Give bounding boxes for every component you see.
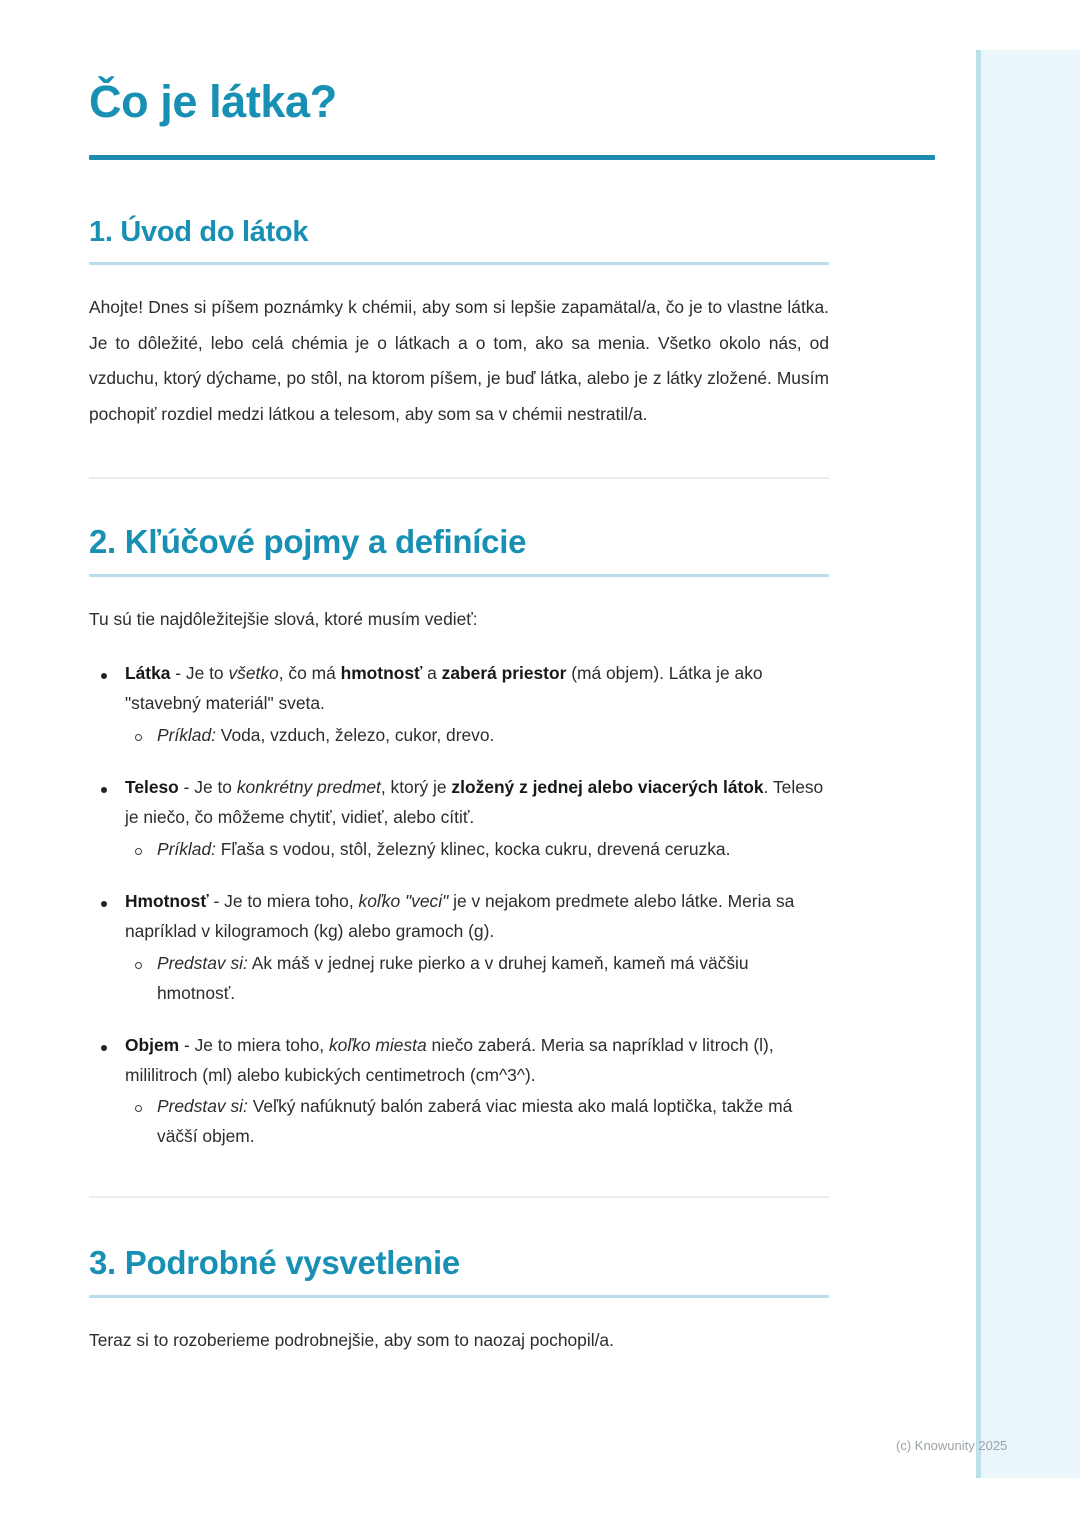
term-examples-list [125, 949, 829, 1009]
term-def-emphasis: koľko "veci" [358, 890, 449, 911]
term-def-b: , čo má [278, 663, 341, 684]
example-text: Voda, vzduch, železo, cukor, drevo. [215, 725, 495, 746]
section-1-paragraph: Ahojte! Dnes si píšem poznámky k chémii, aby som si lepšie zapamätal/a, čo je to vlastne látka. Je to dôležité, lebo celá chémia je o látkach a o tom, ako sa menia. Všetko okolo nás, od vzduchu, ktorý dýchame, po stôl, na ktorom píšem, je buď látka, alebo je z látky zložené. Musím pochopiť rozdiel medzi látkou a telesom, aby som sa v chémii nestratil/a. [89, 296, 829, 424]
section-intro [89, 216, 935, 433]
list-item [89, 659, 829, 751]
term-examples-list [125, 1092, 829, 1152]
example-label: Predstav si: [157, 1096, 248, 1117]
example-text: Ak máš v jednej ruke pierko a v druhej kameň, kameň má väčšiu hmotnosť. [157, 952, 749, 1003]
list-item [89, 887, 829, 1009]
term-examples-list [125, 721, 829, 751]
term-examples-list [125, 835, 829, 865]
section-1-heading: 1. Úvod do látok [89, 215, 309, 248]
term-name: Hmotnosť [125, 890, 209, 911]
key-terms-list [89, 659, 829, 1152]
section-3-rule [89, 1295, 829, 1298]
title-underline-rule [89, 155, 935, 160]
list-item [125, 835, 829, 865]
list-item [125, 721, 829, 751]
term-def-c: . Teleso je niečo, čo môžeme chytiť, vidieť, alebo cítiť. [125, 777, 824, 827]
example-label: Predstav si: [157, 952, 248, 973]
section-divider-1 [89, 477, 829, 479]
section-2-heading: 2. Kľúčové pojmy a definície [89, 522, 527, 560]
term-def-emphasis: konkrétny predmet [236, 777, 381, 798]
example-label: Príklad: [157, 838, 216, 859]
section-divider-2 [89, 1196, 829, 1198]
term-def-strong-1: zložený z jednej alebo viacerých látok [451, 777, 764, 798]
term-dash: - [170, 663, 186, 684]
term-def-emphasis: koľko miesta [328, 1034, 427, 1055]
term-def-d: (má objem). Látka je ako "stavebný materiál" sveta. [125, 663, 763, 714]
term-definition [125, 887, 829, 947]
section-2-intro: Tu sú tie najdôležitejšie slová, ktoré musím vedieť: [89, 608, 478, 629]
section-3-heading: 3. Podrobné vysvetlenie [89, 1244, 460, 1282]
term-def-b: niečo zaberá. Meria sa napríklad v litroch (l), mililitroch (ml) alebo kubických centimetroch (cm^3^). [125, 1034, 774, 1085]
term-def-a: Je to [194, 777, 237, 798]
term-dash: - [208, 890, 225, 911]
term-def-emphasis: všetko [228, 663, 279, 684]
page-title: Čo je látka? [89, 76, 337, 127]
term-def-strong-1: hmotnosť [340, 663, 423, 684]
list-item [125, 1092, 829, 1152]
section-detailed-explanation [89, 1244, 935, 1359]
example-text: Fľaša s vodou, stôl, železný klinec, kocka cukru, drevená ceruzka. [215, 838, 731, 859]
term-definition [125, 1031, 829, 1091]
section-3-paragraph: Teraz si to rozoberieme podrobnejšie, aby som to naozaj pochopil/a. [89, 1330, 614, 1351]
term-def-b: je v nejakom predmete alebo látke. Meria sa napríklad v kilogramoch (kg) alebo gramoch (g). [125, 890, 795, 941]
term-dash: - [178, 777, 195, 798]
term-definition [125, 659, 829, 719]
example-text: Veľký nafúknutý balón zaberá viac miesta ako malá loptička, takže má väčší objem. [157, 1096, 793, 1147]
list-item [125, 949, 829, 1009]
term-name: Teleso [125, 777, 179, 798]
term-def-a: Je to miera toho, [194, 1034, 329, 1055]
term-def-strong-2: zaberá priestor [441, 663, 567, 684]
section-1-rule [89, 262, 829, 265]
example-label: Príklad: [157, 725, 216, 746]
term-name: Objem [125, 1034, 180, 1055]
term-definition [125, 773, 829, 833]
copyright-footer: (c) Knowunity 2025 [896, 1438, 1008, 1453]
term-def-c: a [422, 663, 442, 684]
document-content [89, 78, 935, 1359]
section-2-rule [89, 574, 829, 577]
decorative-side-strip-edge [976, 50, 981, 1478]
list-item [89, 1031, 829, 1153]
term-name: Látka [125, 663, 171, 684]
section-key-terms [89, 523, 935, 1153]
term-dash: - [179, 1034, 195, 1055]
term-def-a: Je to [185, 663, 229, 684]
term-def-a: Je to miera toho, [224, 890, 359, 911]
decorative-side-strip [976, 50, 1080, 1478]
term-def-b: , ktorý je [380, 777, 452, 798]
list-item [89, 773, 829, 865]
